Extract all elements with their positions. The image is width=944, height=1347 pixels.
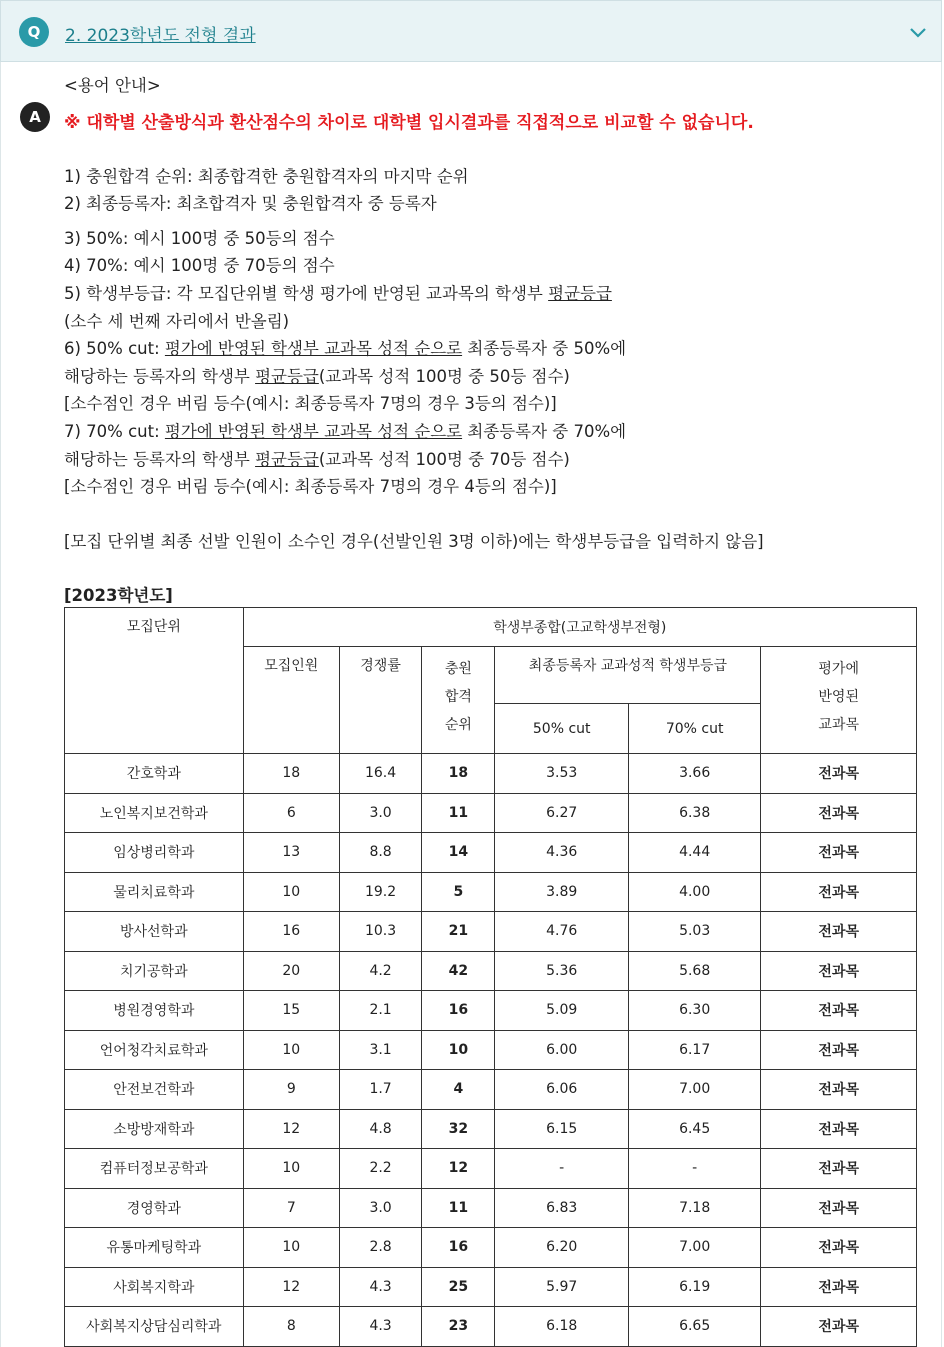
- subject-cell: 전과목: [761, 1070, 917, 1110]
- rank-cell: 12: [422, 1149, 495, 1189]
- notice-text: ※ 대학별 산출방식과 환산점수의 차이로 대학별 입시결과를 직접적으로 비교할 수 없습니다.: [64, 113, 754, 133]
- ratio-cell: 2.8: [339, 1228, 421, 1268]
- ratio-cell: 3.0: [339, 793, 421, 833]
- header-rank: 충원 합격 순위: [422, 647, 495, 754]
- unit-cell: 임상병리학과: [65, 833, 244, 873]
- definition-3: 3) 50%: 예시 100명 중 50등의 점수: [64, 229, 335, 248]
- table-row: [65, 793, 917, 833]
- table-row: [65, 1109, 917, 1149]
- cut70-cell: 5.03: [628, 912, 760, 952]
- subject-cell: 전과목: [761, 1109, 917, 1149]
- cut70-cell: -: [628, 1149, 760, 1189]
- table-row: [65, 754, 917, 794]
- cut50-cell: 6.27: [495, 793, 628, 833]
- cut70-cell: 4.00: [628, 872, 760, 912]
- answer-badge: A: [20, 102, 50, 132]
- quota-cell: 10: [243, 1228, 339, 1268]
- rank-cell: 23: [422, 1307, 495, 1347]
- subject-cell: 전과목: [761, 872, 917, 912]
- cut50-cell: 5.09: [495, 991, 628, 1031]
- subject-cell: 전과목: [761, 1228, 917, 1268]
- subject-cell: 전과목: [761, 951, 917, 991]
- header-quota: 모집인원: [243, 647, 339, 754]
- unit-cell: 안전보건학과: [65, 1070, 244, 1110]
- unit-cell: 사회복지학과: [65, 1267, 244, 1307]
- rank-cell: 5: [422, 872, 495, 912]
- table-row: [65, 1070, 917, 1110]
- subject-cell: 전과목: [761, 754, 917, 794]
- cut50-cell: 3.53: [495, 754, 628, 794]
- definition-5-note: (소수 세 번째 자리에서 반올림): [64, 312, 290, 331]
- definition-5: 5) 학생부등급: 각 모집단위별 학생 평가에 반영된 교과목의 학생부 평균등급: [64, 284, 612, 303]
- subject-cell: 전과목: [761, 1149, 917, 1189]
- subject-cell: 전과목: [761, 1188, 917, 1228]
- table-row: [65, 951, 917, 991]
- quota-cell: 7: [243, 1188, 339, 1228]
- cut50-cell: 5.36: [495, 951, 628, 991]
- question-badge: Q: [19, 17, 49, 47]
- definition-6-cont: 해당하는 등록자의 학생부 평균등급(교과목 성적 100명 중 50등 점수): [64, 367, 570, 386]
- unit-cell: 방사선학과: [65, 912, 244, 952]
- unit-cell: 간호학과: [65, 754, 244, 794]
- definition-2: 2) 최종등록자: 최초합격자 및 충원합격자 중 등록자: [64, 194, 437, 213]
- subject-cell: 전과목: [761, 991, 917, 1031]
- cut50-cell: 6.15: [495, 1109, 628, 1149]
- header-group: 학생부종합(고교학생부전형): [243, 608, 916, 647]
- quota-cell: 20: [243, 951, 339, 991]
- unit-cell: 사회복지상담심리학과: [65, 1307, 244, 1347]
- subject-cell: 전과목: [761, 1030, 917, 1070]
- year-title: [2023학년도]: [64, 586, 173, 605]
- quota-cell: 13: [243, 833, 339, 873]
- definition-6-note: [소수점인 경우 버림 등수(예시: 최종등록자 7명의 경우 3등의 점수)]: [64, 394, 557, 413]
- subject-cell: 전과목: [761, 1267, 917, 1307]
- ratio-cell: 19.2: [339, 872, 421, 912]
- ratio-cell: 2.1: [339, 991, 421, 1031]
- quota-cell: 10: [243, 1030, 339, 1070]
- question-header[interactable]: [0, 0, 942, 62]
- chevron-down-icon[interactable]: [907, 21, 929, 43]
- ratio-cell: 3.0: [339, 1188, 421, 1228]
- table-row: [65, 833, 917, 873]
- quota-cell: 15: [243, 991, 339, 1031]
- subject-cell: 전과목: [761, 793, 917, 833]
- unit-cell: 컴퓨터정보공학과: [65, 1149, 244, 1189]
- unit-cell: 유통마케팅학과: [65, 1228, 244, 1268]
- cut70-cell: 6.19: [628, 1267, 760, 1307]
- rank-cell: 42: [422, 951, 495, 991]
- subject-cell: 전과목: [761, 1307, 917, 1347]
- cut50-cell: -: [495, 1149, 628, 1189]
- definition-7-cont: 해당하는 등록자의 학생부 평균등급(교과목 성적 100명 중 70등 점수): [64, 450, 570, 469]
- quota-cell: 6: [243, 793, 339, 833]
- definition-7: 7) 70% cut: 평가에 반영된 학생부 교과목 성적 순으로 최종등록자 중 70%에: [64, 422, 627, 441]
- cut50-cell: 5.97: [495, 1267, 628, 1307]
- ratio-cell: 4.3: [339, 1307, 421, 1347]
- cut70-cell: 7.18: [628, 1188, 760, 1228]
- quota-cell: 12: [243, 1267, 339, 1307]
- table-row: [65, 1149, 917, 1189]
- unit-cell: 노인복지보건학과: [65, 793, 244, 833]
- cut50-cell: 6.20: [495, 1228, 628, 1268]
- cut70-cell: 6.65: [628, 1307, 760, 1347]
- cut70-cell: 7.00: [628, 1070, 760, 1110]
- cut50-cell: 6.00: [495, 1030, 628, 1070]
- rank-cell: 18: [422, 754, 495, 794]
- rank-cell: 25: [422, 1267, 495, 1307]
- cut70-cell: 5.68: [628, 951, 760, 991]
- header-ratio: 경쟁률: [339, 647, 421, 754]
- quota-cell: 10: [243, 872, 339, 912]
- cut50-cell: 6.06: [495, 1070, 628, 1110]
- definition-6: 6) 50% cut: 평가에 반영된 학생부 교과목 성적 순으로 최종등록자 중 50%에: [64, 339, 627, 358]
- quota-cell: 10: [243, 1149, 339, 1189]
- quota-cell: 16: [243, 912, 339, 952]
- ratio-cell: 3.1: [339, 1030, 421, 1070]
- ratio-cell: 4.2: [339, 951, 421, 991]
- cut50-cell: 4.36: [495, 833, 628, 873]
- subject-cell: 전과목: [761, 912, 917, 952]
- cut50-cell: 3.89: [495, 872, 628, 912]
- rank-cell: 4: [422, 1070, 495, 1110]
- rank-cell: 11: [422, 1188, 495, 1228]
- cut50-cell: 6.83: [495, 1188, 628, 1228]
- cut70-cell: 6.45: [628, 1109, 760, 1149]
- terms-heading: <용어 안내>: [64, 76, 161, 95]
- table-row: [65, 1228, 917, 1268]
- ratio-cell: 4.3: [339, 1267, 421, 1307]
- header-subject: 평가에 반영된 교과목: [761, 647, 917, 754]
- rank-cell: 11: [422, 793, 495, 833]
- header-grade: 최종등록자 교과성적 학생부등급: [495, 647, 761, 704]
- header-cut70: 70% cut: [628, 704, 760, 754]
- unit-cell: 언어청각치료학과: [65, 1030, 244, 1070]
- ratio-cell: 1.7: [339, 1070, 421, 1110]
- table-row: [65, 1188, 917, 1228]
- rank-cell: 21: [422, 912, 495, 952]
- ratio-cell: 8.8: [339, 833, 421, 873]
- table-row: [65, 1030, 917, 1070]
- header-cut50: 50% cut: [495, 704, 628, 754]
- cut70-cell: 3.66: [628, 754, 760, 794]
- ratio-cell: 16.4: [339, 754, 421, 794]
- ratio-cell: 2.2: [339, 1149, 421, 1189]
- unit-cell: 치기공학과: [65, 951, 244, 991]
- table-row: [65, 872, 917, 912]
- subject-cell: 전과목: [761, 833, 917, 873]
- table-row: [65, 1307, 917, 1347]
- cut50-cell: 6.18: [495, 1307, 628, 1347]
- unit-cell: 소방방재학과: [65, 1109, 244, 1149]
- footnote: [모집 단위별 최종 선발 인원이 소수인 경우(선발인원 3명 이하)에는 학생부등급을 입력하지 않음]: [64, 532, 764, 551]
- definition-4: 4) 70%: 예시 100명 중 70등의 점수: [64, 256, 335, 275]
- definition-7-note: [소수점인 경우 버림 등수(예시: 최종등록자 7명의 경우 4등의 점수)]: [64, 477, 557, 496]
- unit-cell: 경영학과: [65, 1188, 244, 1228]
- header-unit: 모집단위: [65, 608, 244, 754]
- cut70-cell: 6.30: [628, 991, 760, 1031]
- quota-cell: 8: [243, 1307, 339, 1347]
- unit-cell: 병원경영학과: [65, 991, 244, 1031]
- results-table: [64, 607, 917, 1347]
- cut70-cell: 4.44: [628, 833, 760, 873]
- quota-cell: 9: [243, 1070, 339, 1110]
- table-row: [65, 1267, 917, 1307]
- rank-cell: 32: [422, 1109, 495, 1149]
- definition-1: 1) 충원합격 순위: 최종합격한 충원합격자의 마지막 순위: [64, 167, 469, 186]
- cut70-cell: 6.38: [628, 793, 760, 833]
- table-row: [65, 991, 917, 1031]
- unit-cell: 물리치료학과: [65, 872, 244, 912]
- cut70-cell: 7.00: [628, 1228, 760, 1268]
- ratio-cell: 4.8: [339, 1109, 421, 1149]
- rank-cell: 10: [422, 1030, 495, 1070]
- quota-cell: 18: [243, 754, 339, 794]
- rank-cell: 16: [422, 1228, 495, 1268]
- rank-cell: 14: [422, 833, 495, 873]
- ratio-cell: 10.3: [339, 912, 421, 952]
- table-row: [65, 912, 917, 952]
- rank-cell: 16: [422, 991, 495, 1031]
- cut70-cell: 6.17: [628, 1030, 760, 1070]
- quota-cell: 12: [243, 1109, 339, 1149]
- cut50-cell: 4.76: [495, 912, 628, 952]
- question-title[interactable]: 2. 2023학년도 전형 결과: [65, 26, 256, 46]
